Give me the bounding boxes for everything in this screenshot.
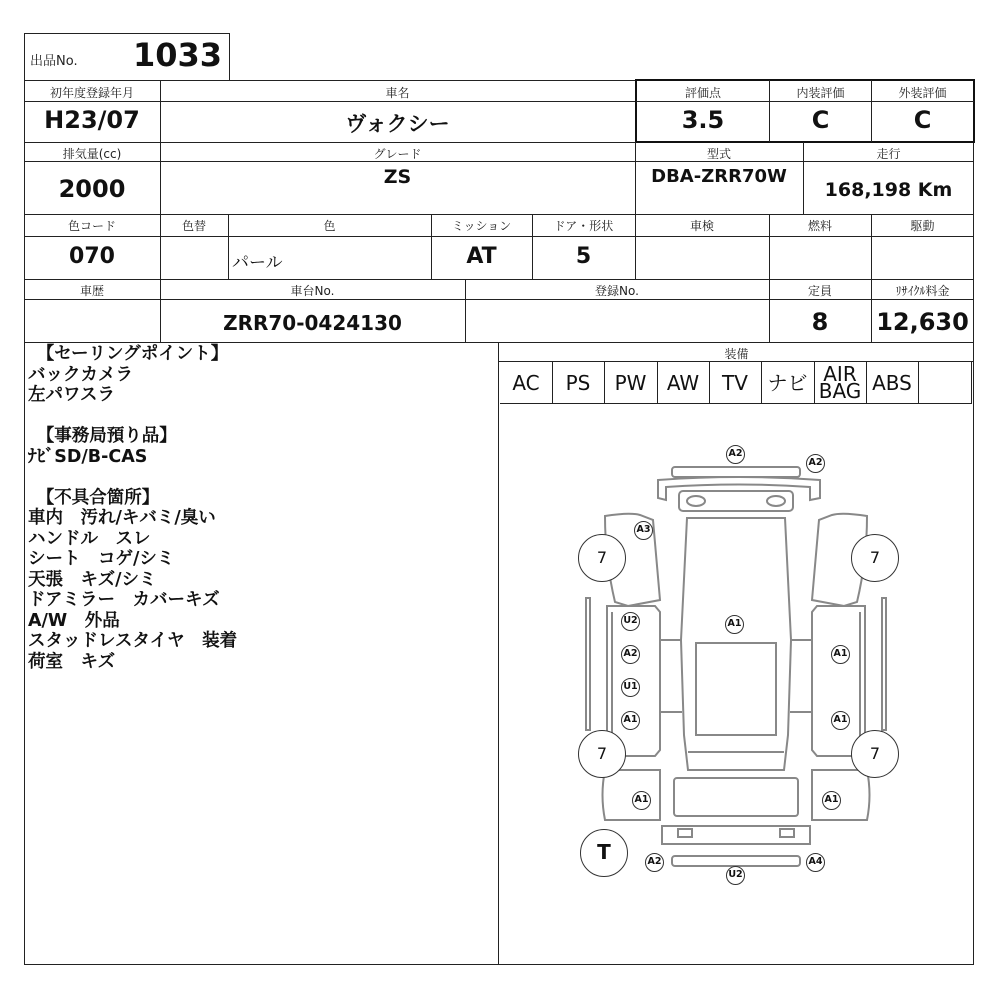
damage-mark: A1 [725, 615, 744, 634]
damage-mark: A2 [621, 645, 640, 664]
door-value: 5 [575, 244, 592, 269]
equip-blank [918, 364, 971, 402]
spare-tire: T [580, 829, 628, 877]
interior-value: C [811, 106, 830, 134]
interior-label: 内装評価 [796, 86, 845, 100]
row-line [24, 101, 636, 102]
equip-ac: AC [512, 371, 540, 395]
damage-mark: U1 [621, 678, 640, 697]
mission-value: AT [466, 244, 497, 269]
car-name-value: ヴォクシー [345, 112, 450, 136]
displacement-value: 2000 [58, 175, 126, 203]
note-line: ドアミラー カバーキズ [28, 590, 220, 610]
tire-rear-right: 7 [851, 730, 899, 778]
equip-navi: ナビ [767, 371, 808, 395]
damage-mark: A1 [831, 711, 850, 730]
row-line [24, 236, 974, 237]
exterior-value: C [913, 106, 932, 134]
model-value: DBA-ZRR70W [651, 166, 787, 187]
row-line [636, 101, 974, 102]
color-code-label: 色コード [67, 219, 116, 233]
color-code-value: 070 [69, 244, 115, 269]
lot-number: 1033 [132, 36, 223, 74]
tire-front-left: 7 [578, 534, 626, 582]
note-line: シート コゲ/シミ [28, 549, 175, 569]
damage-mark: A1 [822, 791, 841, 810]
equip-tv: TV [722, 371, 748, 395]
equip-pw: PW [614, 371, 647, 395]
damage-mark: U2 [726, 866, 745, 885]
fuel-label: 燃料 [807, 219, 832, 233]
note-line: 天張 キズ/シミ [28, 569, 157, 590]
displacement-label: 排気量(cc) [62, 147, 122, 161]
car-name-label: 車名 [385, 86, 410, 100]
equip-airbag: AIR BAG [818, 362, 862, 403]
recycle-value: 12,630 [876, 308, 969, 336]
equip-ps: PS [565, 371, 591, 395]
reg-no-label: 登録No. [595, 284, 639, 298]
mission-label: ミッション [451, 219, 512, 233]
grade-value: ZS [383, 166, 412, 188]
exterior-label: 外装評価 [898, 86, 947, 100]
first-reg-label: 初年度登録年月 [49, 86, 134, 100]
note-line: 【セーリングポイント】 [28, 344, 229, 364]
grade-label: グレード [373, 147, 422, 161]
score-value: 3.5 [681, 106, 725, 134]
note-line: 左パワスラ [28, 385, 115, 405]
tire-front-right: 7 [851, 534, 899, 582]
note-line: 車内 汚れ/キバミ/臭い [28, 508, 216, 528]
damage-mark: A3 [634, 521, 653, 540]
lot-label: 出品No. [30, 54, 78, 69]
damage-mark: A1 [632, 791, 651, 810]
recycle-label: ﾘｻｲｸﾙ料金 [895, 284, 950, 298]
mileage-value: 168,198 Km [824, 179, 953, 201]
score-label: 評価点 [684, 86, 721, 100]
chassis-value: ZRR70-0424130 [223, 311, 402, 335]
damage-mark: U2 [621, 612, 640, 631]
damage-mark: A4 [806, 853, 825, 872]
chassis-label: 車台No. [290, 284, 335, 298]
color-value: パール [232, 253, 283, 273]
damage-mark: A2 [645, 853, 664, 872]
door-label: ドア・形状 [553, 219, 614, 233]
inspection-label: 車検 [689, 219, 714, 233]
color-label: 色 [323, 219, 336, 233]
equip-abs: ABS [872, 371, 912, 395]
damage-mark: A1 [621, 711, 640, 730]
damage-mark: A1 [831, 645, 850, 664]
model-label: 型式 [706, 147, 731, 161]
color-change-label: 色替 [181, 219, 206, 233]
note-line: ﾅﾋﾞSD/B-CAS [28, 446, 148, 467]
equipment-label: 装備 [724, 347, 749, 361]
history-label: 車歴 [79, 284, 104, 298]
note-line: スタッドレスタイヤ 装着 [28, 631, 238, 651]
capacity-value: 8 [811, 308, 829, 336]
equip-aw: AW [666, 371, 700, 395]
first-reg-value: H23/07 [44, 106, 140, 134]
damage-mark: A2 [726, 445, 745, 464]
mileage-label: 走行 [876, 147, 901, 161]
drive-label: 駆動 [910, 219, 935, 233]
note-line: 【不具合箇所】 [28, 487, 160, 508]
capacity-label: 定員 [807, 284, 832, 298]
damage-mark: A2 [806, 454, 825, 473]
tire-rear-left: 7 [578, 730, 626, 778]
row-line [24, 279, 974, 280]
note-line: A/W 外品 [28, 610, 120, 631]
note-line: 荷室 キズ [28, 651, 116, 672]
equip-divider [971, 361, 972, 403]
note-line: ハンドル スレ [28, 528, 151, 549]
note-line: 【事務局預り品】 [28, 426, 177, 446]
row-line [24, 299, 974, 300]
row-line [24, 214, 974, 215]
note-line: バックカメラ [28, 364, 133, 385]
